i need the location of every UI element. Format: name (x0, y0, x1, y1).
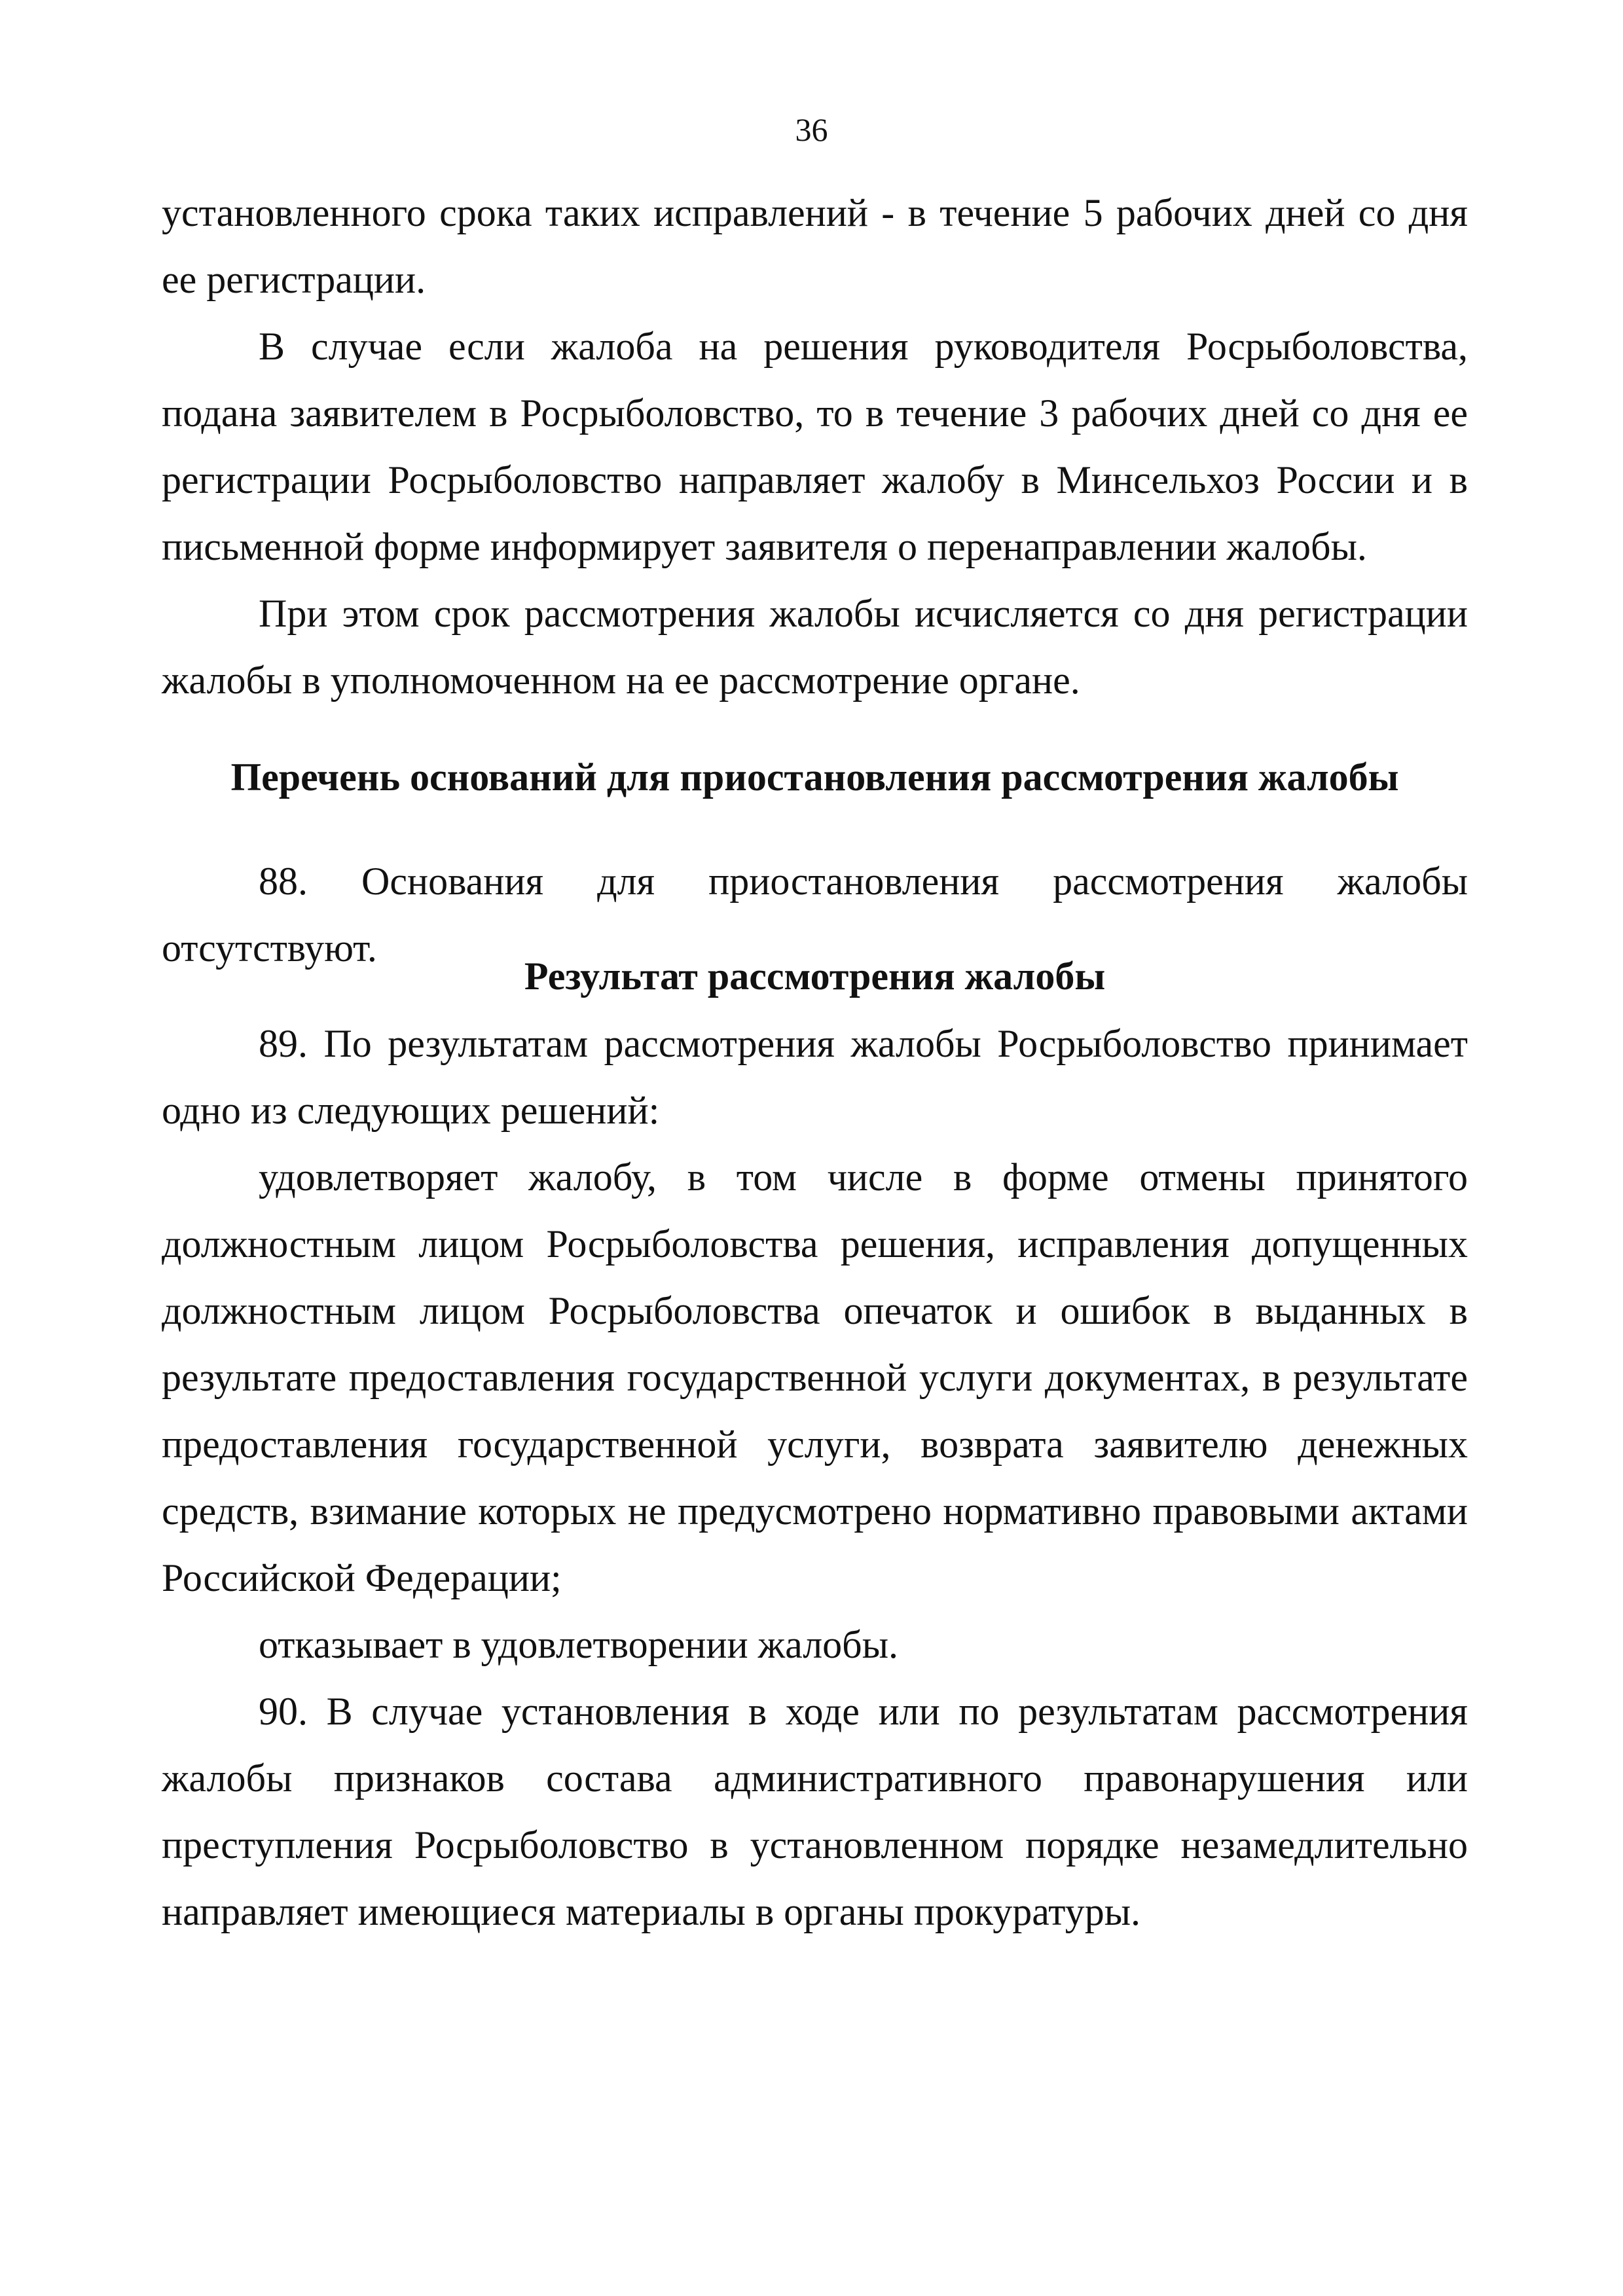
paragraph-item-90: 90. В случае установления в ходе или по результатам рассмотрения жалобы признаков состава административного правонарушения или преступления Росрыболовство в установленном порядке незамедлительно направляет имеющиеся материалы в органы прокуратуры. (162, 1690, 1468, 1933)
paragraph-continuation: установленного срока таких исправлений - в течение 5 рабочих дней со дня ее регистрации. (162, 191, 1468, 301)
paragraph-satisfy-complaint: удовлетворяет жалобу, в том числе в форме отмены принятого должностным лицом Росрыболовства решения, исправления допущенных должностным лицом Росрыболовства опечаток и ошибок в выданных в результате предоставления государственной услуги документах, в результате предоставления государственной услуги, возврата заявителю денежных средств, взимание которых не предусмотрено нормативно правовыми актами Российской Федерации; (162, 1156, 1468, 1599)
heading-review-result: Результат рассмотрения жалобы (524, 955, 1106, 998)
page-number: 36 (795, 111, 828, 148)
paragraph-redirect-complaint: В случае если жалоба на решения руководителя Росрыболовства, подана заявителем в Росрыболовство, то в течение 3 рабочих дней со дня ее регистрации Росрыболовство направляет жалобу в Минсельхоз России и в письменной форме информирует заявителя о перенаправлении жалобы. (162, 325, 1468, 568)
paragraph-review-period: При этом срок рассмотрения жалобы исчисляется со дня регистрации жалобы в уполномоченном на ее рассмотрение органе. (162, 592, 1468, 702)
heading-suspension-grounds: Перечень оснований для приостановления рассмотрения жалобы (230, 756, 1399, 799)
paragraph-item-88: 88. Основания для приостановления рассмотрения жалобы отсутствуют. (162, 860, 1468, 970)
text-block-top (162, 179, 1468, 714)
paragraph-item-89: 89. По результатам рассмотрения жалобы Росрыболовство принимает одно из следующих решений: (162, 1022, 1468, 1132)
paragraph-reject-complaint: отказывает в удовлетворении жалобы. (259, 1623, 899, 1666)
text-block-bottom (162, 1010, 1468, 1945)
